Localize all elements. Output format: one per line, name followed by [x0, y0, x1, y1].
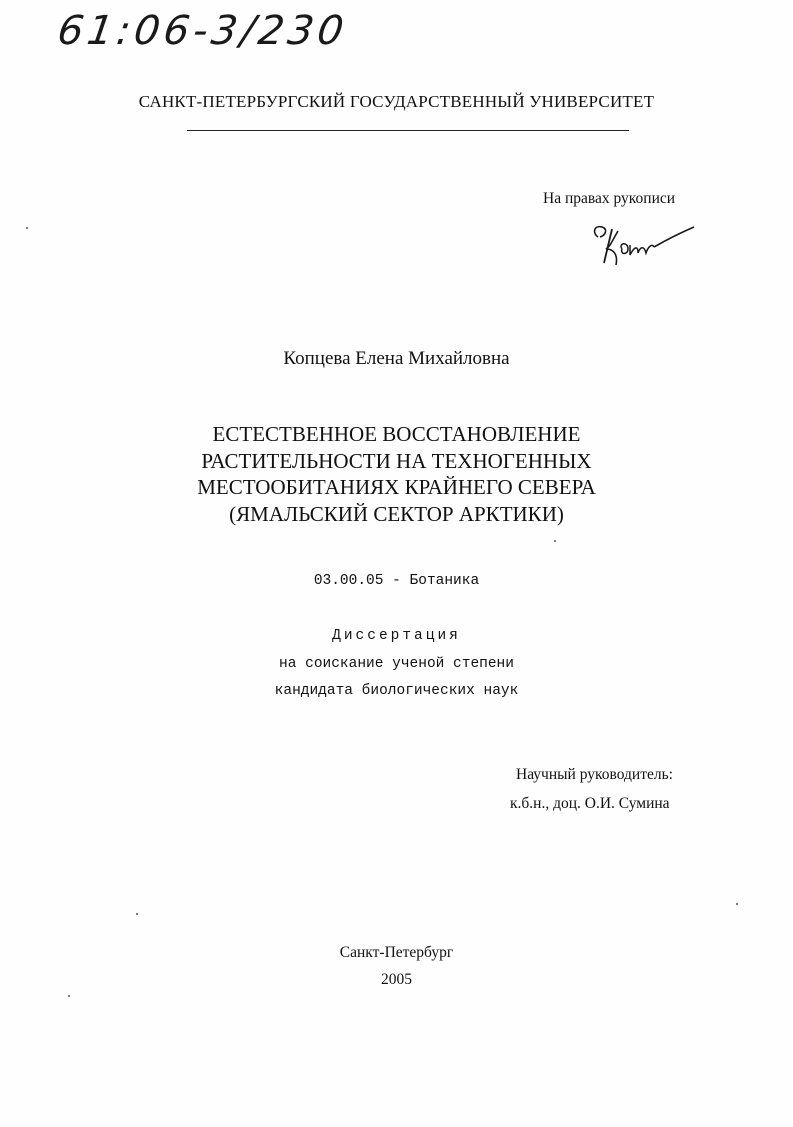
title-line: (ЯМАЛЬСКИЙ СЕКТОР АРКТИКИ) — [229, 501, 564, 526]
manuscript-rights-note: На правах рукописи — [543, 190, 676, 207]
title-line: МЕСТООБИТАНИЯХ КРАЙНЕГО СЕВЕРА — [197, 475, 596, 499]
university-name: САНКТ-ПЕТЕРБУРГСКИЙ ГОСУДАРСТВЕННЫЙ УНИВЕРСИТЕТ — [138, 92, 655, 111]
supervisor-label: Научный руководитель: — [516, 766, 673, 783]
city: Санкт-Петербург — [339, 944, 454, 961]
author-signature — [588, 215, 698, 270]
document-type: Диссертация — [332, 628, 461, 644]
title-line: ЕСТЕСТВЕННОЕ ВОССТАНОВЛЕНИЕ — [212, 422, 581, 446]
scan-speck — [554, 540, 556, 542]
header-divider — [187, 130, 629, 131]
scan-speck — [136, 913, 138, 915]
degree-line: кандидата биологических наук — [274, 683, 519, 699]
supervisor-name: к.б.н., доц. О.И. Сумина — [510, 795, 670, 812]
author-name: Копцева Елена Михайловна — [283, 348, 510, 369]
degree-line: на соискание ученой степени — [279, 656, 514, 672]
scan-speck — [68, 995, 70, 997]
specialty-code: 03.00.05 - Ботаника — [313, 573, 480, 589]
year: 2005 — [381, 971, 412, 988]
scan-speck — [736, 903, 738, 905]
dissertation-title — [0, 421, 793, 527]
title-line: РАСТИТЕЛЬНОСТИ НА ТЕХНОГЕННЫХ — [201, 448, 592, 473]
archive-code: 61:06-3/230 — [54, 8, 351, 54]
scan-speck — [26, 227, 28, 229]
